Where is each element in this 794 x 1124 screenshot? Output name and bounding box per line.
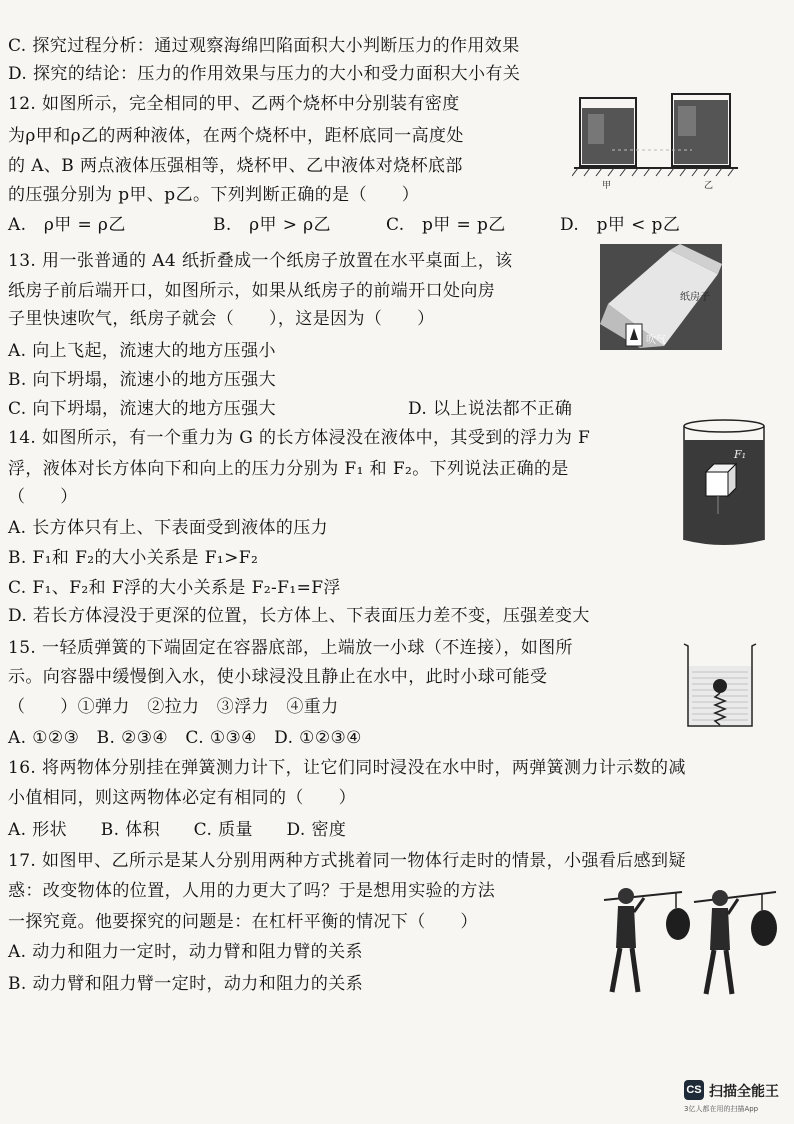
q16-option-d: D. 密度	[286, 820, 347, 840]
q13-stem-line1: 13. 用一张普通的 A4 纸折叠成一个纸房子放置在水平桌面上，该	[8, 251, 513, 271]
scanner-watermark	[684, 1080, 794, 1120]
q12-figure-label-left: 甲	[602, 181, 612, 190]
q12-option-c: C. p甲 = p乙	[386, 215, 506, 235]
q17-carrying-figure	[598, 882, 780, 1006]
q13-house-label: 纸房子	[680, 292, 710, 303]
q17-stem-line2: 惑：改变物体的位置，人用的力更大了吗？于是想用实验的方法	[8, 881, 496, 901]
q12-option-d: D. p甲 < p乙	[560, 215, 681, 235]
q14-option-b: B. F₁和 F₂的大小关系是 F₁>F₂	[8, 548, 259, 568]
q16-stem-line2: 小值相同，则这两物体必定有相同的（ ）	[8, 788, 356, 808]
q12-beakers-figure	[572, 86, 740, 190]
q16-option-a: A. 形状	[8, 820, 68, 840]
q17-stem-line3: 一探究竟。他要探究的问题是：在杠杆平衡的情况下（ ）	[8, 912, 478, 932]
q13-option-b: B. 向下坍塌，流速小的地方压强大	[8, 370, 277, 390]
q16-options	[8, 818, 346, 842]
q17-stem-line1: 17. 如图甲、乙所示是某人分别用两种方式挑着同一物体行走时的情景，小强看后感到疑	[8, 851, 686, 871]
q14-cuboid-figure	[678, 418, 770, 550]
q13-paper-house-figure	[600, 244, 722, 350]
q15-stem-line2: 示。向容器中缓慢倒入水，使小球浸没且静止在水中，此时小球可能受	[8, 667, 548, 687]
q15-stem-line1: 15. 一轻质弹簧的下端固定在容器底部，上端放一小球（不连接），如图所	[8, 638, 573, 658]
q14-answer-blank: （ ）	[8, 487, 78, 507]
q13-option-d: D. 以上说法都不正确	[408, 399, 573, 419]
q15-options: A. ①②③ B. ②③④ C. ①③④ D. ①②③④	[8, 728, 362, 748]
q12-stem-line1: 12. 如图所示，完全相同的甲、乙两个烧杯中分别装有密度	[8, 94, 460, 114]
q13-option-a: A. 向上飞起，流速大的地方压强小	[8, 341, 276, 361]
q15-spring-ball-figure	[682, 640, 760, 732]
q13-stem-line2: 纸房子前后端开口，如图所示，如果从纸房子的前端开口处向房	[8, 281, 496, 301]
q14-force-label: F₁	[734, 448, 747, 461]
q14-stem-line1: 14. 如图所示，有一个重力为 G 的长方体浸没在液体中，其受到的浮力为 F	[8, 428, 591, 448]
q16-option-b: B. 体积	[100, 820, 161, 840]
q12-option-a: A. ρ甲 = ρ乙	[8, 215, 126, 235]
q11-option-c: C. 探究过程分析：通过观察海绵凹陷面积大小判断压力的作用效果	[8, 36, 520, 56]
q12-stem-line4: 的压强分别为 p甲、p乙。下列判断正确的是（ ）	[8, 185, 420, 205]
q14-stem-line2: 浮，液体对长方体向下和向上的压力分别为 F₁ 和 F₂。下列说法正确的是	[8, 459, 569, 479]
q17-option-b: B. 动力臂和阻力臂一定时，动力和阻力的关系	[8, 974, 364, 994]
q14-option-c: C. F₁、F₂和 F浮的大小关系是 F₂-F₁=F浮	[8, 578, 341, 598]
q16-stem-line1: 16. 将两物体分别挂在弹簧测力计下，让它们同时浸没在水中时，两弹簧测力计示数的减	[8, 758, 686, 778]
q12-stem-line2: 为ρ甲和ρ乙的两种液体，在两个烧杯中，距杯底同一高度处	[8, 126, 464, 146]
scanner-tagline: 3亿人都在用的扫描App	[684, 1105, 759, 1113]
scanner-logo-icon: CS	[684, 1080, 704, 1100]
q15-stem-line3: （ ）①弹力 ②拉力 ③浮力 ④重力	[8, 697, 339, 717]
q11-option-d: D. 探究的结论：压力的作用效果与压力的大小和受力面积大小有关	[8, 64, 521, 84]
q14-option-a: A. 长方体只有上、下表面受到液体的压力	[8, 518, 329, 538]
q16-option-c: C. 质量	[193, 820, 253, 840]
q13-blow-label: 吹气	[646, 335, 666, 346]
q13-stem-line3: 子里快速吹气，纸房子就会（ ），这是因为（ ）	[8, 309, 435, 329]
scanner-app-name: 扫描全能王	[709, 1084, 779, 1100]
q12-option-b: B. ρ甲 > ρ乙	[213, 215, 331, 235]
q13-option-c: C. 向下坍塌，流速大的地方压强大	[8, 399, 277, 419]
q17-option-a: A. 动力和阻力一定时，动力臂和阻力臂的关系	[8, 942, 363, 962]
q14-option-d: D. 若长方体浸没于更深的位置，长方体上、下表面压力差不变，压强差变大	[8, 606, 590, 626]
q12-stem-line3: 的 A、B 两点液体压强相等，烧杯甲、乙中液体对烧杯底部	[8, 156, 463, 176]
q12-figure-label-right: 乙	[704, 181, 714, 190]
